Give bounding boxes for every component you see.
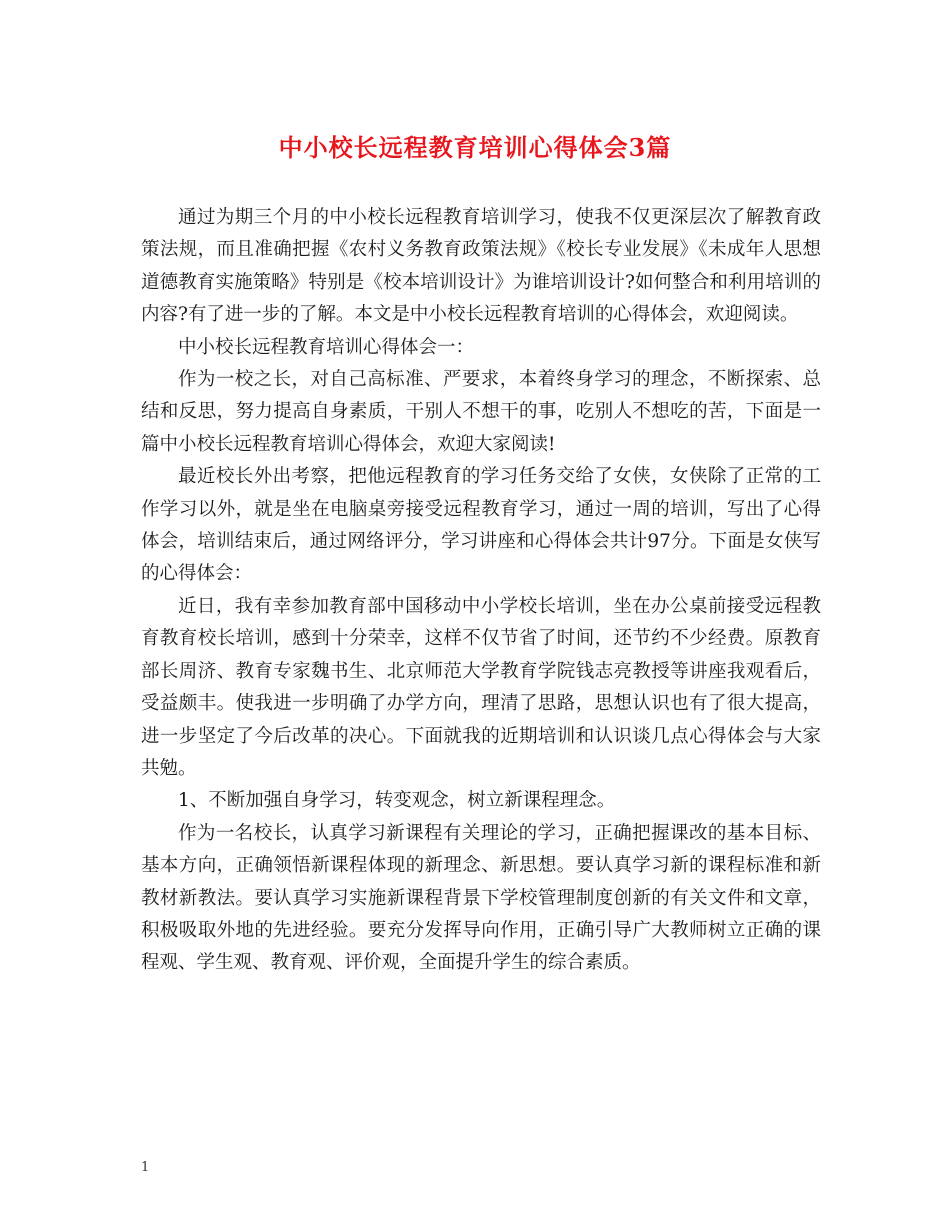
paragraph-section-heading: 中小校长远程教育培训心得体会一： xyxy=(178,336,475,358)
paragraph: 近日，我有幸参加教育部中国移动中小学校长培训，坐在办公桌前接受远程教育教育校长培训，感到十分荣幸，这样不仅节省了时间，还节约不少经费。原教育部长周济、教育专家魏书生、北京师范大学教育学院钱志亮教授等讲座我观看后，受益颇丰。使我进一步明确了办学方向，理清了思路，思想认识也有了很大提高，进一步坚定了今后改革的决心。下面就我的近期培训和认识谈几点心得体会与大家共勉。 xyxy=(141,595,821,779)
paragraph-numbered-heading: 1、不断加强自身学习，转变观念，树立新课程理念。 xyxy=(178,790,616,812)
paragraph: 作为一名校长，认真学习新课程有关理论的学习，正确把握课改的基本目标、基本方向，正确领悟新课程体现的新理念、新思想。要认真学习新的课程标准和新教材新教法。要认真学习实施新课程背景下学校管理制度创新的有关文件和文章，积极吸取外地的先进经验。要充分发挥导向作用，正确引导广大教师树立正确的课程观、学生观、教育观、评价观，全面提升学生的综合素质。 xyxy=(141,822,821,974)
paragraph: 作为一校之长，对自己高标准、严要求，本着终身学习的理念，不断探索、总结和反思，努力提高自身素质，干别人不想干的事，吃别人不想吃的苦，下面是一篇中小校长远程教育培训心得体会，欢迎大家阅读! xyxy=(141,369,821,455)
paragraph-intro: 通过为期三个月的中小校长远程教育培训学习，使我不仅更深层次了解教育政策法规，而且准确把握《农村义务教育政策法规》《校长专业发展》《未成年人思想道德教育实施策略》特别是《校本培训设计》为谁培训设计?如何整合和利用培训的内容?有了进一步的了解。本文是中小校长远程教育培训的心得体会，欢迎阅读。 xyxy=(141,207,821,326)
document-title: 中小校长远程教育培训心得体会3篇 xyxy=(278,133,672,162)
paragraph: 最近校长外出考察，把他远程教育的学习任务交给了女侠，女侠除了正常的工作学习以外，就是坐在电脑桌旁接受远程教育学习，通过一周的培训，写出了心得体会，培训结束后，通过网络评分，学习讲座和心得体会共计97分。下面是女侠写的心得体会： xyxy=(141,466,821,585)
page-number: 1 xyxy=(141,1160,150,1175)
document-body xyxy=(141,202,821,980)
